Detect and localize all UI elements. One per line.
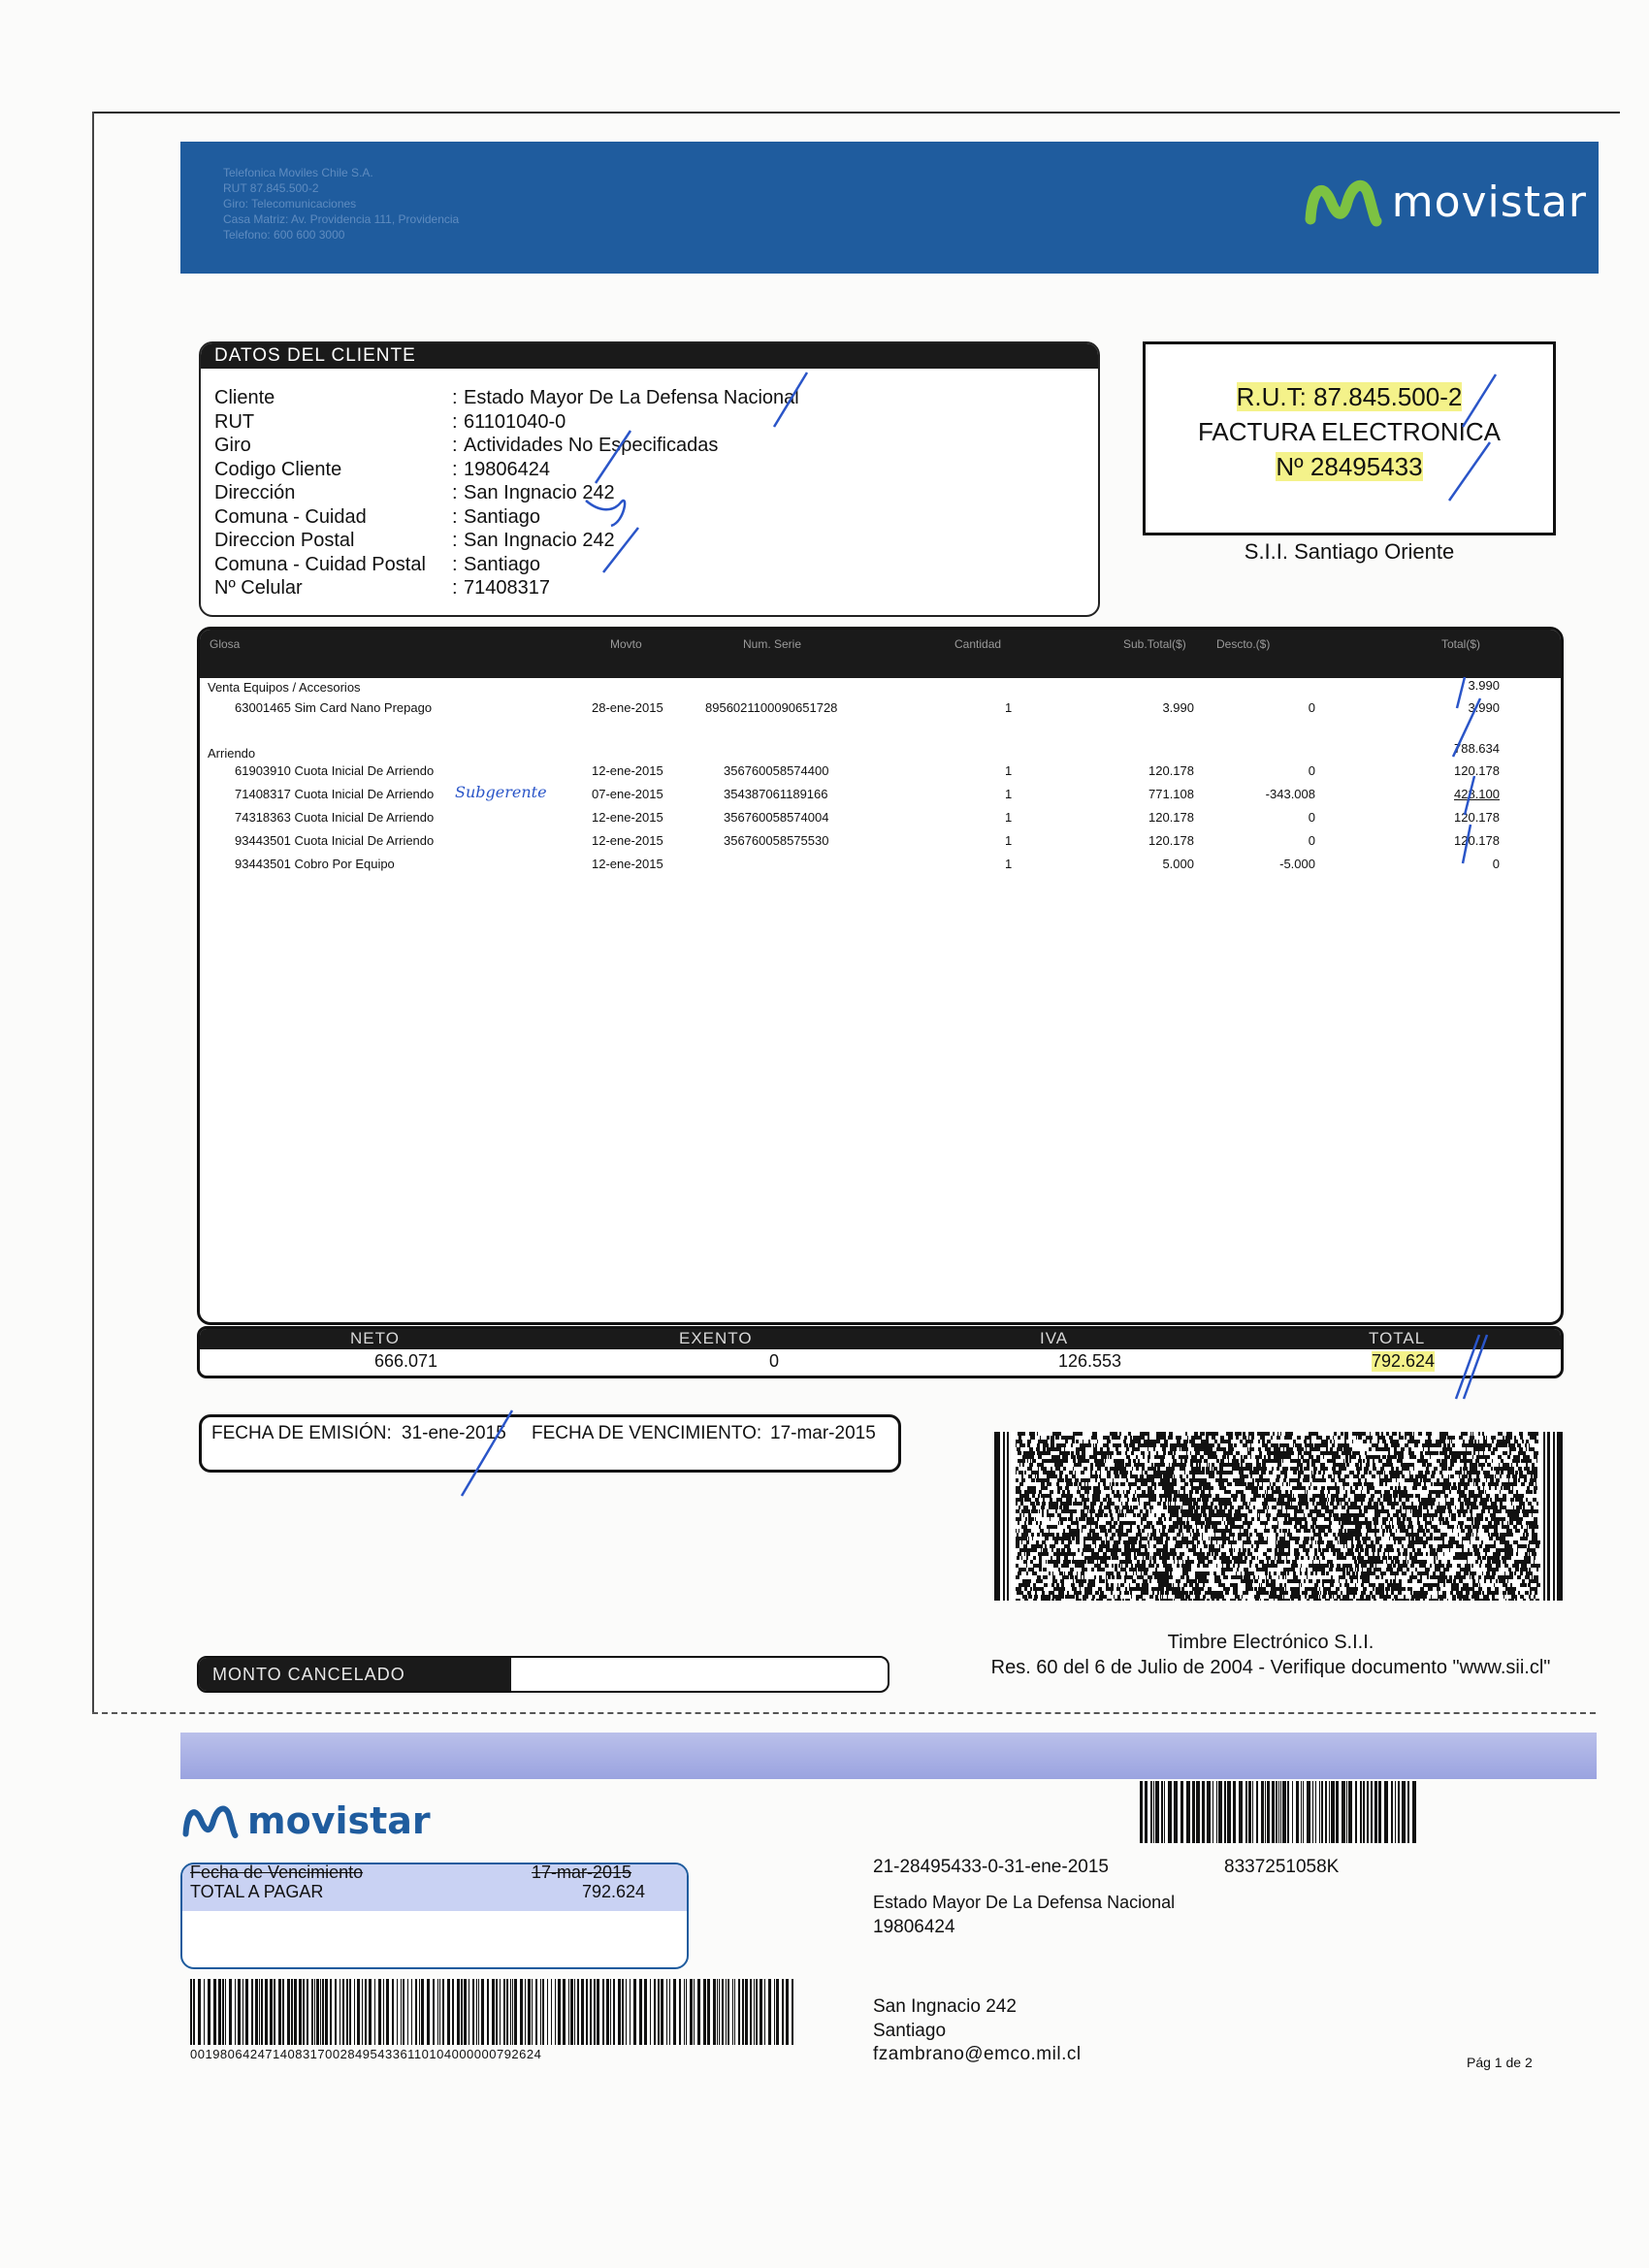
item-serie: 356760058574400 bbox=[724, 763, 829, 778]
payment-barcode bbox=[190, 1979, 795, 2053]
item-glosa: 71408317 Cuota Inicial De Arriendo bbox=[235, 787, 435, 801]
item-descto: 0 bbox=[1308, 833, 1315, 848]
client-rows bbox=[214, 386, 799, 600]
item-total: 120.178 bbox=[1454, 810, 1500, 825]
coupon-client-name: Estado Mayor De La Defensa Nacional bbox=[873, 1893, 1176, 1912]
group-title: Arriendo bbox=[208, 746, 256, 761]
issuer-rut: R.U.T: 87.845.500-2 bbox=[1236, 382, 1463, 411]
col-descto: Descto.($) bbox=[1216, 637, 1271, 651]
field-value: Actividades No Especificadas bbox=[464, 435, 719, 456]
page-frame-left bbox=[92, 112, 94, 1712]
client-row-cliente bbox=[214, 386, 799, 410]
item-movto: 12-ene-2015 bbox=[592, 833, 663, 848]
document-id-box bbox=[1143, 341, 1556, 535]
neto-value: 666.071 bbox=[374, 1351, 438, 1371]
brand-name: movistar bbox=[1391, 177, 1587, 227]
field-value: 71408317 bbox=[464, 577, 550, 599]
item-serie: 356760058574004 bbox=[724, 810, 829, 825]
item-descto: 0 bbox=[1308, 763, 1315, 778]
item-glosa: 61903910 Cuota Inicial De Arriendo bbox=[235, 763, 435, 778]
vencimiento-value: 17-mar-2015 bbox=[770, 1423, 876, 1443]
number-line bbox=[1146, 449, 1553, 484]
coupon-vencimiento-value: 17-mar-2015 bbox=[532, 1863, 632, 1882]
field-separator: : bbox=[452, 530, 458, 551]
field-value: San Ingnacio 242 bbox=[464, 530, 615, 551]
client-row-direccion bbox=[214, 481, 799, 505]
col-subtotal: Sub.Total($) bbox=[1123, 637, 1186, 651]
item-descto: -343.008 bbox=[1265, 787, 1315, 801]
client-row-celular bbox=[214, 576, 799, 600]
field-value: San Ingnacio 242 bbox=[464, 482, 615, 503]
coupon-address: San Ingnacio 242 bbox=[873, 1996, 1017, 2017]
field-value: 61101040-0 bbox=[464, 410, 566, 433]
col-movto: Movto bbox=[610, 637, 642, 651]
item-movto: 28-ene-2015 bbox=[592, 700, 663, 715]
company-line: Giro: Telecomunicaciones bbox=[223, 197, 357, 211]
item-subtotal: 5.000 bbox=[1162, 857, 1194, 871]
iva-value: 126.553 bbox=[1058, 1351, 1122, 1371]
field-value: Santiago bbox=[464, 553, 540, 575]
client-row-comuna-postal bbox=[214, 553, 799, 577]
item-subtotal: 771.108 bbox=[1148, 787, 1194, 801]
field-label: Codigo Cliente bbox=[214, 458, 342, 480]
group-title: Venta Equipos / Accesorios bbox=[208, 680, 361, 695]
field-label: Nº Celular bbox=[214, 577, 303, 599]
client-row-rut bbox=[214, 410, 799, 435]
item-serie: 356760058575530 bbox=[724, 833, 829, 848]
field-label: Comuna - Cuidad Postal bbox=[214, 553, 426, 575]
item-total: 0 bbox=[1492, 857, 1500, 871]
item-total: 428.100 bbox=[1454, 787, 1500, 801]
item-descto: -5.000 bbox=[1279, 857, 1315, 871]
item-glosa: 93443501 Cuota Inicial De Arriendo bbox=[235, 833, 435, 848]
client-row-comuna bbox=[214, 505, 799, 530]
item-descto: 0 bbox=[1308, 810, 1315, 825]
item-cantidad: 1 bbox=[1005, 700, 1013, 715]
coupon-city: Santiago bbox=[873, 2021, 947, 2041]
field-label: Dirección bbox=[214, 482, 296, 503]
item-serie: 8956021100090651728 bbox=[705, 700, 838, 715]
coupon-band bbox=[180, 1733, 1597, 1779]
item-serie: 354387061189166 bbox=[724, 787, 828, 801]
item-subtotal: 120.178 bbox=[1148, 763, 1194, 778]
field-label: Comuna - Cuidad bbox=[214, 505, 367, 528]
emision-value: 31-ene-2015 bbox=[402, 1423, 506, 1443]
item-movto: 07-ene-2015 bbox=[592, 787, 663, 801]
monto-cancelado-label: MONTO CANCELADO bbox=[199, 1658, 511, 1691]
field-separator: : bbox=[452, 553, 458, 575]
page-frame-top bbox=[92, 112, 1620, 113]
group-total: 3.990 bbox=[1468, 678, 1500, 693]
exento-label: EXENTO bbox=[679, 1329, 753, 1347]
item-total: 120.178 bbox=[1454, 763, 1500, 778]
col-total: Total($) bbox=[1441, 637, 1481, 651]
field-value: 19806424 bbox=[464, 458, 550, 480]
coupon-total-label: TOTAL A PAGAR bbox=[190, 1882, 324, 1901]
coupon-total-value: 792.624 bbox=[582, 1882, 646, 1901]
company-line: RUT 87.845.500-2 bbox=[223, 181, 319, 195]
item-movto: 12-ene-2015 bbox=[592, 763, 663, 778]
item-movto: 12-ene-2015 bbox=[592, 857, 663, 871]
item-cantidad: 1 bbox=[1005, 787, 1013, 801]
company-line: Casa Matriz: Av. Providencia 111, Providencia bbox=[223, 212, 460, 226]
field-label: Giro bbox=[214, 435, 251, 456]
item-cantidad: 1 bbox=[1005, 810, 1013, 825]
field-separator: : bbox=[452, 387, 458, 408]
item-cantidad: 1 bbox=[1005, 763, 1013, 778]
item-cantidad: 1 bbox=[1005, 833, 1013, 848]
exento-value: 0 bbox=[769, 1351, 780, 1371]
item-descto: 0 bbox=[1308, 700, 1315, 715]
timbre-line1: Timbre Electrónico S.I.I. bbox=[1167, 1632, 1374, 1653]
reference-barcode bbox=[1140, 1781, 1417, 1843]
client-row-giro bbox=[214, 434, 799, 458]
total-value: 792.624 bbox=[1372, 1351, 1436, 1371]
field-separator: : bbox=[452, 482, 458, 503]
coupon-brand: movistar bbox=[247, 1799, 431, 1842]
sii-office: S.I.I. Santiago Oriente bbox=[1244, 539, 1455, 564]
total-label: TOTAL bbox=[1369, 1329, 1426, 1347]
item-glosa: 63001465 Sim Card Nano Prepago bbox=[235, 700, 433, 715]
coupon-email: fzambrano@emco.mil.cl bbox=[873, 2044, 1082, 2064]
client-row-dir-postal bbox=[214, 529, 799, 553]
company-line: Telefono: 600 600 3000 bbox=[223, 228, 345, 242]
field-value: Santiago bbox=[464, 505, 540, 528]
item-subtotal: 120.178 bbox=[1148, 810, 1194, 825]
vencimiento-label: FECHA DE VENCIMIENTO: bbox=[532, 1423, 762, 1443]
movistar-logo bbox=[1305, 175, 1587, 229]
timbre-line2: Res. 60 del 6 de Julio de 2004 - Verifique documento "www.sii.cl" bbox=[990, 1657, 1551, 1678]
movistar-m-icon bbox=[1305, 175, 1382, 229]
iva-label: IVA bbox=[1040, 1329, 1069, 1347]
timbre-text bbox=[941, 1630, 1600, 1680]
neto-label: NETO bbox=[350, 1329, 400, 1347]
rut-line bbox=[1146, 379, 1553, 414]
col-cantidad: Cantidad bbox=[954, 637, 1002, 651]
payment-barcode-number: 00198064247140831700284954336110104000000792624 bbox=[190, 2047, 542, 2061]
field-separator: : bbox=[452, 505, 458, 528]
item-total: 3.990 bbox=[1468, 700, 1500, 715]
client-section-title: DATOS DEL CLIENTE bbox=[201, 343, 1098, 369]
item-cantidad: 1 bbox=[1005, 857, 1013, 871]
field-separator: : bbox=[452, 410, 458, 433]
company-fine-print bbox=[223, 165, 553, 243]
item-glosa: 74318363 Cuota Inicial De Arriendo bbox=[235, 810, 435, 825]
movistar-m-icon bbox=[181, 1800, 240, 1841]
items-header bbox=[200, 630, 1561, 678]
field-value: Estado Mayor De La Defensa Nacional bbox=[464, 387, 799, 408]
document-type: FACTURA ELECTRONICA bbox=[1197, 417, 1502, 446]
cut-line bbox=[92, 1712, 1596, 1714]
field-separator: : bbox=[452, 577, 458, 599]
field-label: Cliente bbox=[214, 387, 275, 408]
coupon-client-code: 19806424 bbox=[873, 1917, 955, 1937]
pdf417-barcode bbox=[994, 1432, 1563, 1601]
coupon-vencimiento-label: Fecha de Vencimiento bbox=[190, 1863, 364, 1882]
field-label: RUT bbox=[214, 410, 255, 433]
totals-box bbox=[197, 1326, 1564, 1378]
coupon-code: 8337251058K bbox=[1224, 1857, 1340, 1877]
client-data-box bbox=[199, 341, 1100, 617]
client-row-codigo bbox=[214, 458, 799, 482]
emision-label: FECHA DE EMISIÓN: bbox=[211, 1423, 392, 1443]
totals-header bbox=[200, 1329, 1561, 1349]
document-number: Nº 28495433 bbox=[1276, 452, 1423, 481]
coupon-logo bbox=[181, 1799, 431, 1842]
field-label: Direccion Postal bbox=[214, 530, 355, 551]
field-separator: : bbox=[452, 458, 458, 480]
col-serie: Num. Serie bbox=[743, 637, 802, 651]
coupon-reference: 21-28495433-0-31-ene-2015 bbox=[873, 1857, 1109, 1877]
dates-box bbox=[199, 1414, 901, 1473]
field-separator: : bbox=[452, 435, 458, 456]
item-subtotal: 120.178 bbox=[1148, 833, 1194, 848]
item-subtotal: 3.990 bbox=[1162, 700, 1194, 715]
item-movto: 12-ene-2015 bbox=[592, 810, 663, 825]
group-total: 788.634 bbox=[1454, 741, 1500, 756]
monto-cancelado-box bbox=[197, 1656, 889, 1693]
company-line: Telefonica Moviles Chile S.A. bbox=[223, 166, 373, 179]
handwritten-note: Subgerente bbox=[455, 783, 547, 801]
items-table bbox=[197, 627, 1564, 1325]
coupon-total-box bbox=[180, 1863, 689, 1969]
col-glosa: Glosa bbox=[210, 637, 241, 651]
item-glosa: 93443501 Cobro Por Equipo bbox=[235, 857, 395, 871]
item-total: 120.178 bbox=[1454, 833, 1500, 848]
page-number: Pág 1 de 2 bbox=[1467, 2055, 1533, 2070]
